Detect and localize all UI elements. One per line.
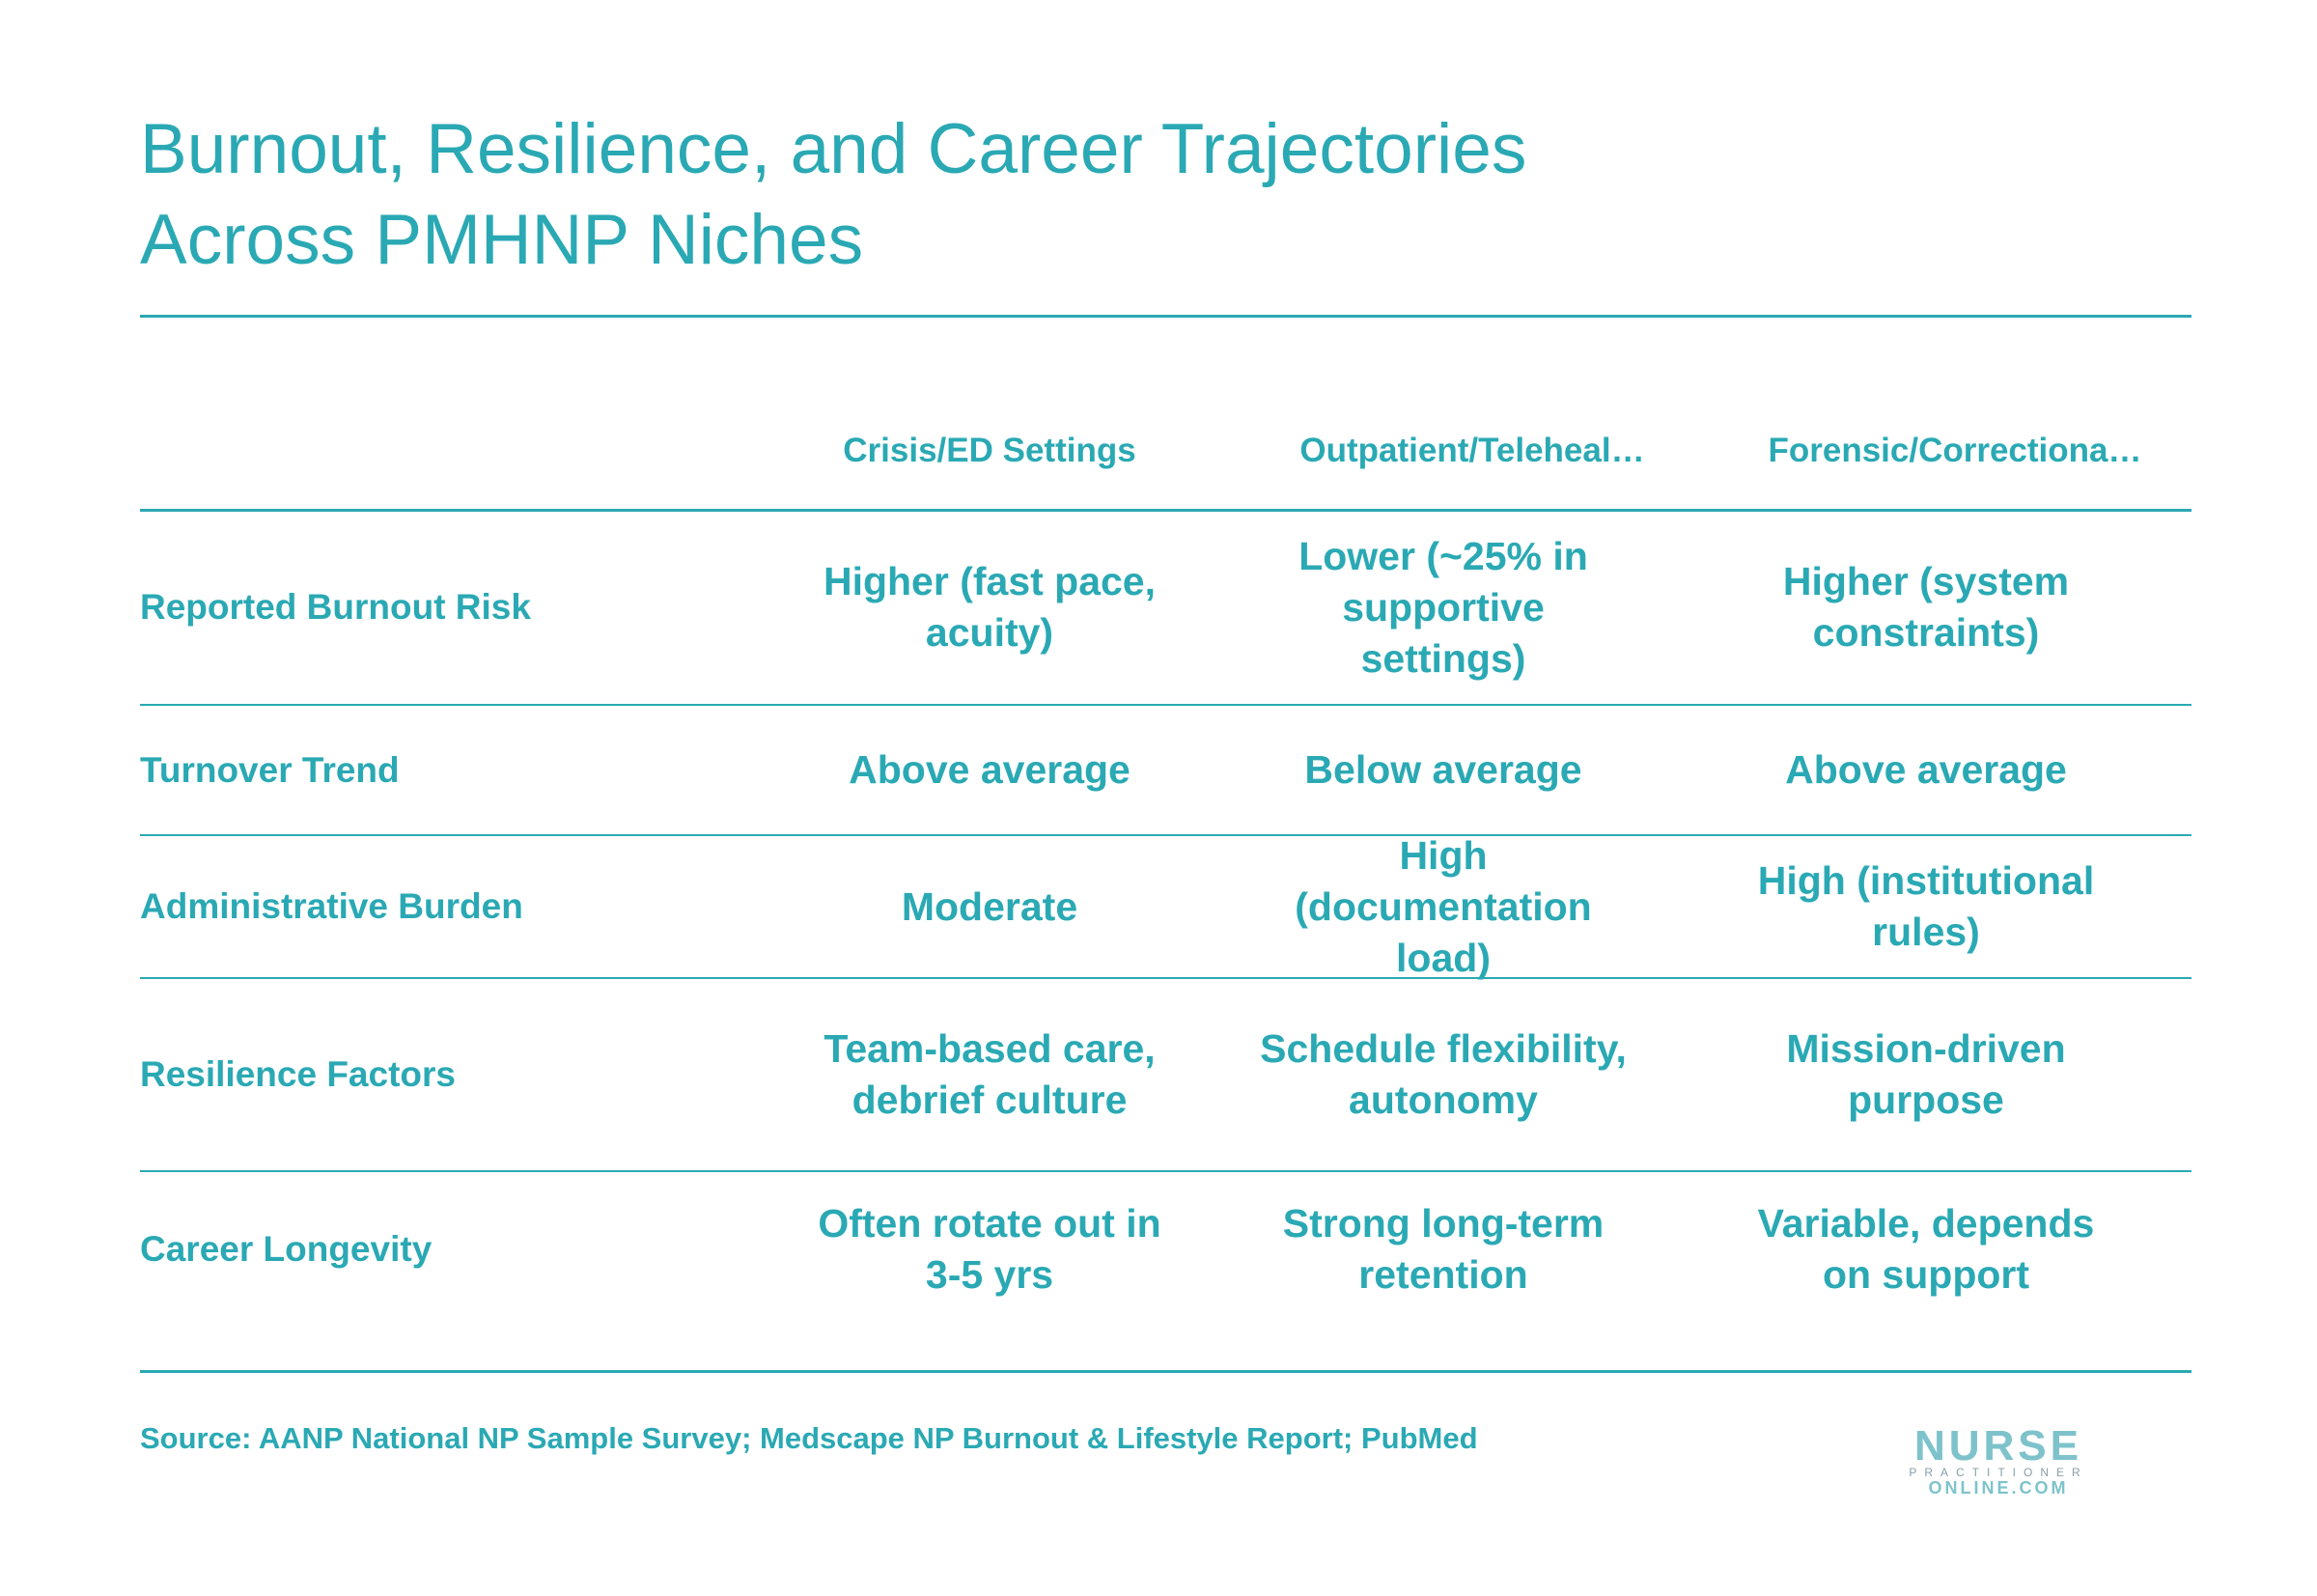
table-row (0, 1172, 2317, 1327)
table-cell: Lower (~25% in supportive settings) (1298, 533, 1588, 681)
title-line-2: Across PMHNP Niches (140, 201, 864, 279)
table-row (0, 511, 2317, 704)
table-cell: Variable, depends on support (1757, 1201, 2095, 1297)
footer-divider (140, 1370, 2191, 1373)
table-cell: Often rotate out in 3-5 yrs (818, 1201, 1161, 1297)
table-cell: Above average (849, 747, 1131, 792)
table-cell: Mission-driven purpose (1786, 1026, 2066, 1122)
logo-word-nurse: NURSE (1913, 1422, 2083, 1470)
table-cell: Higher (fast pace, acuity) (823, 559, 1157, 655)
table-cell: Strong long-term retention (1282, 1201, 1605, 1297)
title-divider (140, 315, 2191, 318)
title-line-1: Burnout, Resilience, and Career Trajectories (140, 110, 1527, 188)
row-label: Career Longevity (140, 1229, 433, 1269)
table-cell: Moderate (901, 883, 1078, 929)
table-cell: High (documentation load) (1295, 832, 1592, 980)
table-cell: Higher (system constraints) (1782, 559, 2070, 655)
table-cell: Above average (1785, 747, 2067, 792)
source-note: Source: AANP National NP Sample Survey; Medscape NP Burnout & Lifestyle Report; PubMed (140, 1421, 1478, 1455)
table-cell: Team-based care, debrief culture (824, 1026, 1156, 1122)
row-label: Reported Burnout Risk (140, 587, 531, 627)
logo-word-practitioner: PRACTITIONER (1909, 1466, 2088, 1479)
nurse-practitioner-online-logo (1854, 1422, 2143, 1498)
table-row (0, 979, 2317, 1170)
table-cell: Below average (1304, 747, 1582, 792)
row-label: Turnover Trend (140, 749, 400, 790)
column-header-crisis-ed: Crisis/ED Settings (843, 432, 1136, 469)
row-label: Administrative Burden (140, 886, 523, 926)
row-label: Resilience Factors (140, 1054, 456, 1094)
column-header-outpatient-telehealth: Outpatient/Teleheal… (1299, 432, 1645, 469)
table-cell: Schedule flexibility, autonomy (1260, 1026, 1627, 1122)
table-cell: High (institutional rules) (1757, 858, 2095, 954)
table-row (0, 706, 2317, 834)
table-row (0, 832, 2317, 980)
logo-word-online: ONLINE.COM (1928, 1478, 2069, 1498)
column-header-forensic-correctional: Forensic/Correctiona… (1768, 432, 2142, 469)
page-title (140, 104, 1878, 286)
